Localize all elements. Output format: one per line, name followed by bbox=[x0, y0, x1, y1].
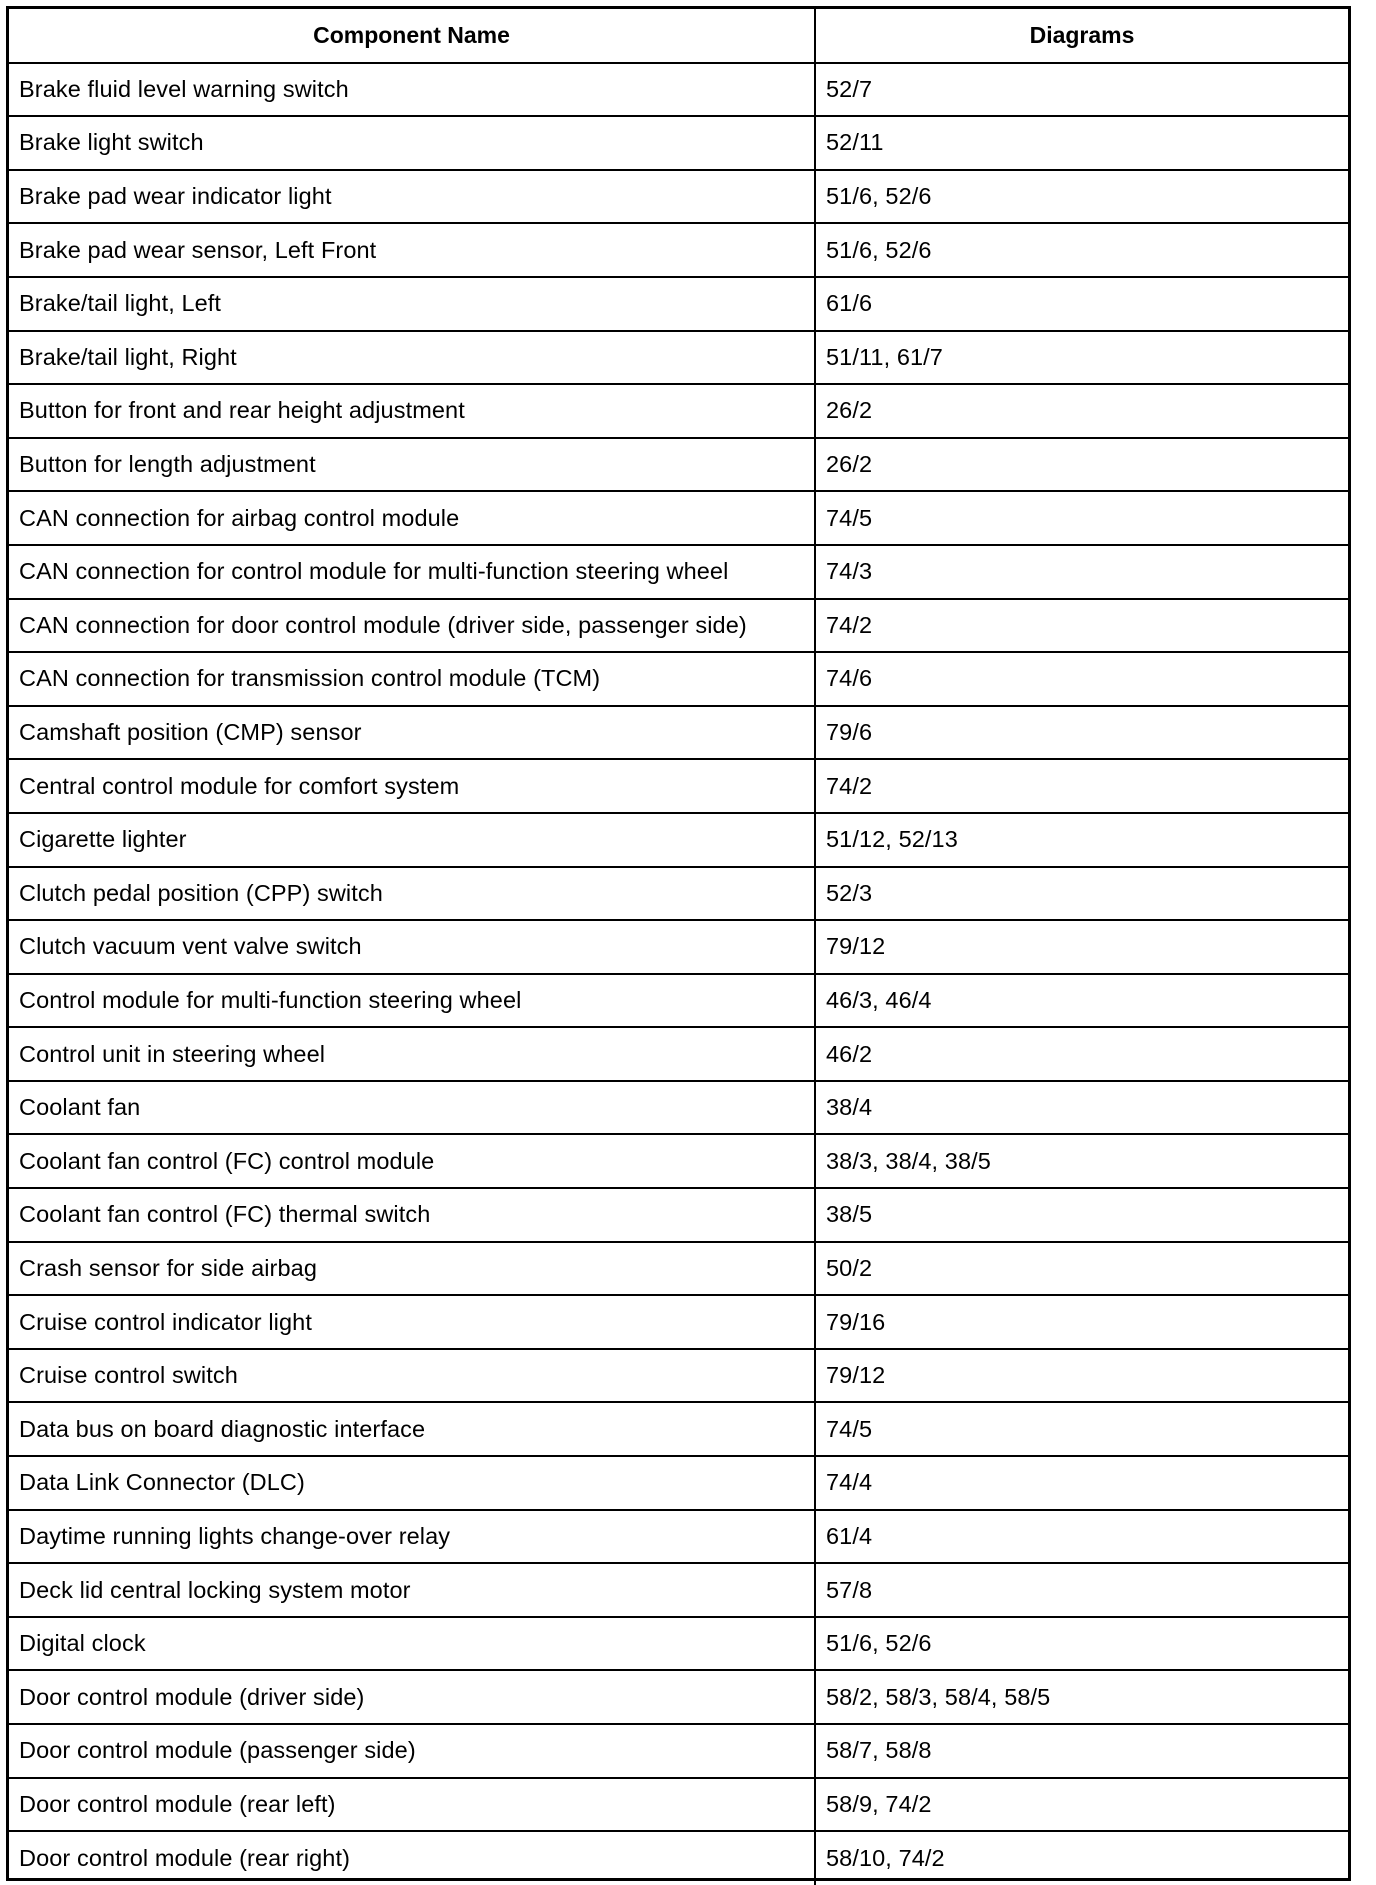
component-name-cell: Brake light switch bbox=[9, 116, 815, 170]
diagrams-cell: 52/7 bbox=[815, 63, 1348, 117]
diagrams-cell: 58/2, 58/3, 58/4, 58/5 bbox=[815, 1670, 1348, 1724]
component-name-cell: CAN connection for control module for multi-function steering wheel bbox=[9, 545, 815, 599]
diagrams-cell: 38/4 bbox=[815, 1081, 1348, 1135]
component-name-cell: Brake/tail light, Right bbox=[9, 331, 815, 385]
diagrams-cell: 74/5 bbox=[815, 1402, 1348, 1456]
component-name-cell: Control module for multi-function steering wheel bbox=[9, 974, 815, 1028]
diagrams-cell: 46/2 bbox=[815, 1027, 1348, 1081]
table-row bbox=[9, 706, 1348, 760]
component-name-cell: Brake/tail light, Left bbox=[9, 277, 815, 331]
table-row bbox=[9, 1134, 1348, 1188]
table-row bbox=[9, 1724, 1348, 1778]
component-name-cell: Cruise control switch bbox=[9, 1349, 815, 1403]
component-name-cell: Button for length adjustment bbox=[9, 438, 815, 492]
component-name-cell: Brake pad wear sensor, Left Front bbox=[9, 223, 815, 277]
component-name-cell: Door control module (passenger side) bbox=[9, 1724, 815, 1778]
diagrams-cell: 26/2 bbox=[815, 438, 1348, 492]
component-name-cell: Door control module (driver side) bbox=[9, 1670, 815, 1724]
table-row bbox=[9, 1188, 1348, 1242]
table-row bbox=[9, 1510, 1348, 1564]
table-row bbox=[9, 491, 1348, 545]
component-name-cell: Daytime running lights change-over relay bbox=[9, 1510, 815, 1564]
component-name-cell: Clutch pedal position (CPP) switch bbox=[9, 867, 815, 921]
table-row bbox=[9, 813, 1348, 867]
component-name-cell: Coolant fan control (FC) control module bbox=[9, 1134, 815, 1188]
diagrams-cell: 51/12, 52/13 bbox=[815, 813, 1348, 867]
table-row bbox=[9, 974, 1348, 1028]
diagrams-cell: 58/9, 74/2 bbox=[815, 1778, 1348, 1832]
table-row bbox=[9, 384, 1348, 438]
table-row bbox=[9, 277, 1348, 331]
table-body bbox=[9, 63, 1348, 1885]
component-name-cell: Door control module (rear right) bbox=[9, 1831, 815, 1885]
table-row bbox=[9, 1617, 1348, 1671]
table-row bbox=[9, 652, 1348, 706]
table-row bbox=[9, 438, 1348, 492]
table-row bbox=[9, 1081, 1348, 1135]
table-row bbox=[9, 1242, 1348, 1296]
component-name-cell: Coolant fan control (FC) thermal switch bbox=[9, 1188, 815, 1242]
diagrams-cell: 51/6, 52/6 bbox=[815, 223, 1348, 277]
table-row bbox=[9, 1563, 1348, 1617]
diagrams-cell: 50/2 bbox=[815, 1242, 1348, 1296]
diagrams-cell: 26/2 bbox=[815, 384, 1348, 438]
table-row bbox=[9, 116, 1348, 170]
diagrams-cell: 74/4 bbox=[815, 1456, 1348, 1510]
diagrams-cell: 61/4 bbox=[815, 1510, 1348, 1564]
component-name-cell: Data bus on board diagnostic interface bbox=[9, 1402, 815, 1456]
diagrams-cell: 51/6, 52/6 bbox=[815, 170, 1348, 224]
component-name-cell: CAN connection for door control module (driver side, passenger side) bbox=[9, 599, 815, 653]
header-component-name: Component Name bbox=[9, 9, 815, 63]
component-table-frame bbox=[6, 6, 1351, 1881]
component-name-cell: Button for front and rear height adjustment bbox=[9, 384, 815, 438]
diagrams-cell: 74/2 bbox=[815, 759, 1348, 813]
diagrams-cell: 38/3, 38/4, 38/5 bbox=[815, 1134, 1348, 1188]
diagrams-cell: 74/3 bbox=[815, 545, 1348, 599]
component-name-cell: Clutch vacuum vent valve switch bbox=[9, 920, 815, 974]
component-name-cell: Door control module (rear left) bbox=[9, 1778, 815, 1832]
diagrams-cell: 79/12 bbox=[815, 1349, 1348, 1403]
table-row bbox=[9, 1402, 1348, 1456]
diagrams-cell: 79/16 bbox=[815, 1295, 1348, 1349]
table-row bbox=[9, 1670, 1348, 1724]
component-name-cell: Camshaft position (CMP) sensor bbox=[9, 706, 815, 760]
diagrams-cell: 58/7, 58/8 bbox=[815, 1724, 1348, 1778]
table-header-row bbox=[9, 9, 1348, 63]
component-name-cell: Brake pad wear indicator light bbox=[9, 170, 815, 224]
component-name-cell: Digital clock bbox=[9, 1617, 815, 1671]
component-name-cell: Brake fluid level warning switch bbox=[9, 63, 815, 117]
component-name-cell: Deck lid central locking system motor bbox=[9, 1563, 815, 1617]
diagrams-cell: 52/3 bbox=[815, 867, 1348, 921]
table-row bbox=[9, 1027, 1348, 1081]
diagrams-cell: 79/12 bbox=[815, 920, 1348, 974]
table-row bbox=[9, 599, 1348, 653]
diagrams-cell: 51/11, 61/7 bbox=[815, 331, 1348, 385]
component-name-cell: Cigarette lighter bbox=[9, 813, 815, 867]
table-row bbox=[9, 1778, 1348, 1832]
diagrams-cell: 61/6 bbox=[815, 277, 1348, 331]
component-diagram-table bbox=[9, 9, 1348, 1885]
table-row bbox=[9, 331, 1348, 385]
diagrams-cell: 74/2 bbox=[815, 599, 1348, 653]
table-row bbox=[9, 223, 1348, 277]
diagrams-cell: 74/5 bbox=[815, 491, 1348, 545]
diagrams-cell: 51/6, 52/6 bbox=[815, 1617, 1348, 1671]
component-name-cell: Control unit in steering wheel bbox=[9, 1027, 815, 1081]
table-row bbox=[9, 867, 1348, 921]
table-row bbox=[9, 545, 1348, 599]
component-name-cell: Crash sensor for side airbag bbox=[9, 1242, 815, 1296]
table-row bbox=[9, 920, 1348, 974]
table-row bbox=[9, 1456, 1348, 1510]
diagrams-cell: 58/10, 74/2 bbox=[815, 1831, 1348, 1885]
table-row bbox=[9, 170, 1348, 224]
diagrams-cell: 74/6 bbox=[815, 652, 1348, 706]
component-name-cell: Data Link Connector (DLC) bbox=[9, 1456, 815, 1510]
component-name-cell: Coolant fan bbox=[9, 1081, 815, 1135]
table-row bbox=[9, 63, 1348, 117]
component-name-cell: Central control module for comfort system bbox=[9, 759, 815, 813]
component-name-cell: CAN connection for transmission control module (TCM) bbox=[9, 652, 815, 706]
component-name-cell: Cruise control indicator light bbox=[9, 1295, 815, 1349]
component-name-cell: CAN connection for airbag control module bbox=[9, 491, 815, 545]
diagrams-cell: 38/5 bbox=[815, 1188, 1348, 1242]
table-row bbox=[9, 1349, 1348, 1403]
diagrams-cell: 79/6 bbox=[815, 706, 1348, 760]
diagrams-cell: 57/8 bbox=[815, 1563, 1348, 1617]
diagrams-cell: 52/11 bbox=[815, 116, 1348, 170]
header-diagrams: Diagrams bbox=[815, 9, 1348, 63]
diagrams-cell: 46/3, 46/4 bbox=[815, 974, 1348, 1028]
table-row bbox=[9, 1831, 1348, 1885]
table-row bbox=[9, 759, 1348, 813]
table-row bbox=[9, 1295, 1348, 1349]
